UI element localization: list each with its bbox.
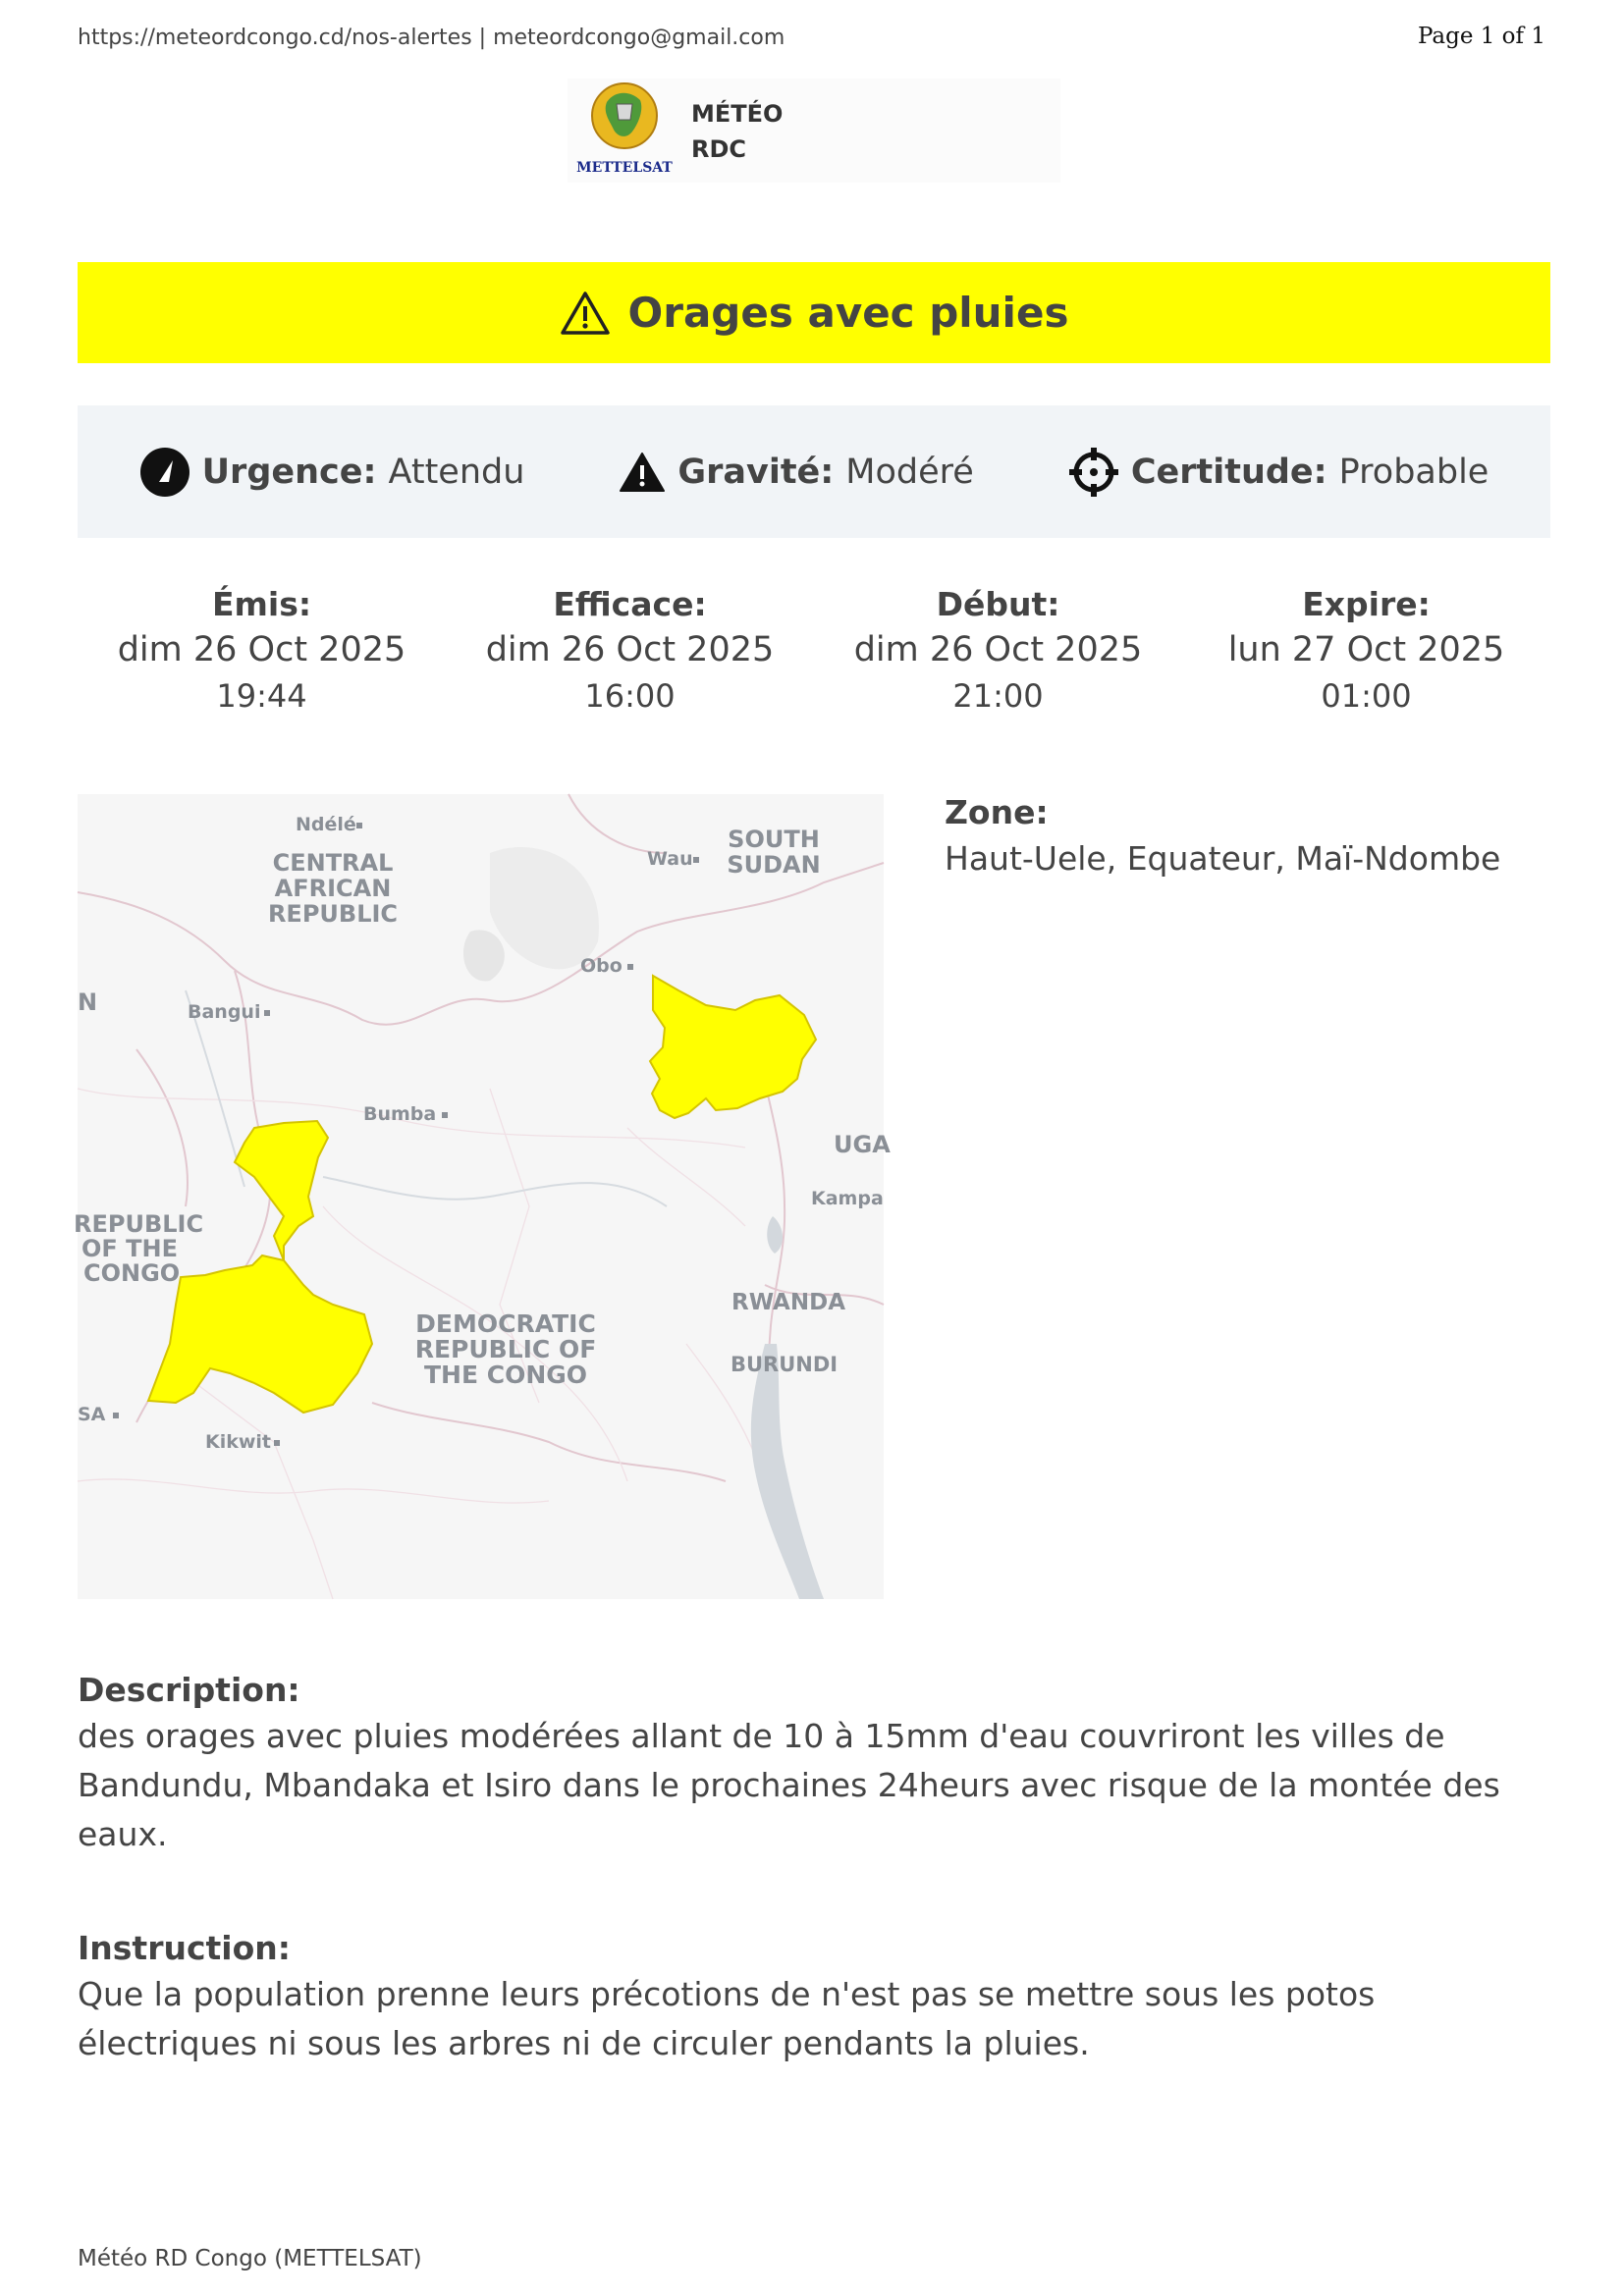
alert-banner	[78, 262, 1550, 363]
map-label-ss-1: SOUTH	[728, 826, 820, 853]
instruction-line: électriques ni sous les arbres ni de circuler pendants la pluies.	[78, 2024, 1090, 2062]
page-number: Page 1 of 1	[1417, 24, 1545, 49]
alert-title: Orages avec pluies	[627, 289, 1069, 337]
map-label-n: N	[78, 988, 98, 1016]
logo	[568, 79, 1060, 183]
date-day: dim 26 Oct 2025	[485, 630, 775, 669]
date-day: lun 27 Oct 2025	[1227, 630, 1505, 669]
map-label-drc-3: THE CONGO	[423, 1361, 588, 1389]
date-time: 16:00	[584, 677, 676, 715]
certainty-label: Certitude:	[1130, 452, 1327, 492]
map-label-car-1: CENTRAL	[272, 849, 394, 877]
instruction	[78, 1927, 1550, 2068]
map-label-roc-3: CONGO	[83, 1259, 181, 1287]
map-label-bumba: Bumba	[363, 1103, 437, 1125]
date-time: 21:00	[952, 677, 1044, 715]
mettelsat-seal-icon	[576, 80, 673, 179]
severity-label: Gravité:	[677, 452, 835, 492]
description-line: eaux.	[78, 1815, 168, 1853]
map-label-burundi: BURUNDI	[731, 1353, 839, 1376]
map-label-ndele: Ndélé	[296, 814, 356, 835]
date-day: dim 26 Oct 2025	[853, 630, 1143, 669]
urgency	[139, 447, 525, 498]
alert-triangle-icon	[619, 452, 666, 493]
date-day: dim 26 Oct 2025	[117, 630, 406, 669]
map-svg	[74, 794, 891, 1599]
date-label: Émis:	[211, 585, 312, 623]
map-label-drc-2: REPUBLIC OF	[414, 1335, 597, 1363]
date-time: 01:00	[1321, 677, 1412, 715]
urgency-value: Attendu	[388, 452, 525, 492]
footer: Météo RD Congo (METTELSAT)	[78, 2246, 422, 2271]
date-expires	[1182, 584, 1550, 721]
date-label: Début:	[936, 585, 1060, 623]
gauge-icon	[139, 447, 190, 498]
severity-value: Modéré	[845, 452, 974, 492]
date-issued	[78, 584, 446, 721]
logo-line-1: MÉTÉO	[691, 100, 784, 128]
description-label: Description:	[78, 1671, 300, 1709]
map-label-drc-1: DEMOCRATIC	[415, 1309, 596, 1338]
urgency-label: Urgence:	[201, 452, 377, 492]
zone	[945, 791, 1553, 883]
crosshairs-icon	[1068, 447, 1119, 498]
map-label-uga: UGA	[834, 1131, 891, 1158]
description-line: Bandundu, Mbandaka et Isiro dans le prochaines 24heurs avec risque de la montée des	[78, 1766, 1500, 1804]
date-effective	[446, 584, 814, 721]
map-label-obo: Obo	[580, 955, 623, 977]
warning-triangle-icon	[560, 291, 611, 336]
logo-line-2: RDC	[691, 135, 747, 163]
certainty	[1068, 447, 1489, 498]
header-contact: https://meteordcongo.cd/nos-alertes | meteordcongo@gmail.com	[78, 26, 785, 50]
logo-seal-text: METTELSAT	[576, 160, 673, 176]
description	[78, 1669, 1550, 1859]
alert-map[interactable]	[74, 794, 891, 1599]
map-label-bangui: Bangui	[188, 1001, 261, 1023]
alert-dates	[78, 584, 1550, 721]
map-label-rwanda: RWANDA	[731, 1290, 845, 1315]
date-onset	[814, 584, 1182, 721]
map-label-car-3: REPUBLIC	[267, 900, 399, 928]
zone-label: Zone:	[945, 793, 1049, 831]
map-label-roc-1: REPUBLIC	[74, 1210, 204, 1238]
map-label-kampa: Kampa	[811, 1188, 884, 1209]
map-label-ss-2: SUDAN	[727, 851, 821, 879]
alert-meta	[78, 405, 1550, 538]
map-label-sa: SA	[78, 1404, 106, 1425]
date-label: Efficace:	[553, 585, 707, 623]
certainty-value: Probable	[1338, 452, 1489, 492]
severity	[619, 452, 973, 493]
zone-value: Haut-Uele, Equateur, Maï-Ndombe	[945, 839, 1501, 878]
map-label-kikwit: Kikwit	[205, 1431, 272, 1453]
instruction-label: Instruction:	[78, 1929, 291, 1967]
instruction-line: Que la population prenne leurs précotions de n'est pas se mettre sous les potos	[78, 1975, 1376, 2013]
date-time: 19:44	[216, 677, 307, 715]
date-label: Expire:	[1302, 585, 1431, 623]
map-label-car-2: AFRICAN	[274, 875, 392, 902]
description-line: des orages avec pluies modérées allant de 10 à 15mm d'eau couvriront les villes de	[78, 1717, 1445, 1755]
map-label-roc-2: OF THE	[81, 1235, 179, 1262]
map-label-wau: Wau	[647, 848, 693, 870]
